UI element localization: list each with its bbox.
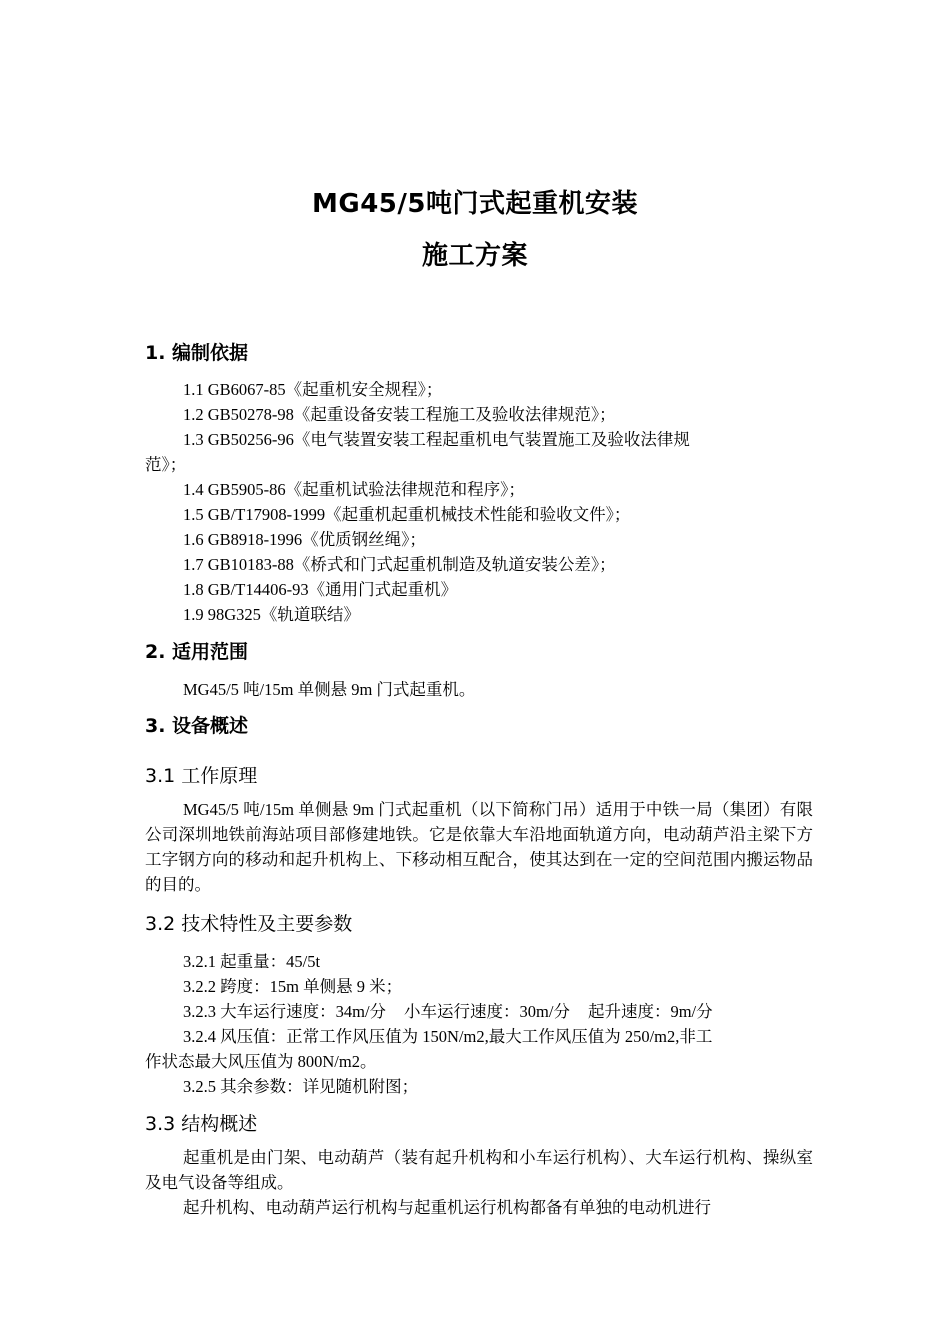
section-heading-overview: 3. 设备概述	[145, 715, 249, 737]
list-item-continuation: 范》；	[145, 455, 187, 474]
list-item: 1.4 GB5905-86《起重机试验法律规范和程序》；	[183, 480, 525, 499]
crane-speed: 3.2.3 大车运行速度：34m/分	[183, 1002, 387, 1021]
section-heading-scope: 2. 适用范围	[145, 641, 249, 663]
structure-paragraph: 起升机构、电动葫芦运行机构与起重机运行机构都备有单独的电动机进行	[183, 1198, 711, 1217]
structure-paragraph: 起重机是由门架、电动葫芦（装有起升机构和小车运行机构）、大车运行机构、操纵室及电气设备等组成。	[145, 1148, 813, 1192]
list-item: 1.2 GB50278-98《起重设备安装工程施工及验收法律规范》；	[183, 405, 616, 424]
parameter-item-speeds	[183, 998, 713, 1022]
parameter-item: 3.2.2 跨度：15m 单侧悬 9 米；	[183, 977, 403, 996]
list-item: 1.6 GB8918-1996《优质钢丝绳》；	[183, 530, 426, 549]
document-title-line2: 施工方案	[421, 241, 528, 271]
principle-paragraph: MG45/5 吨/15m 单侧悬 9m 门式起重机（以下简称门吊）适用于中铁一局（集团）有限公司深圳地铁前海站项目部修建地铁。它是依靠大车沿地面轨道方向，电动葫芦沿主梁下方工字钢方向的移动和起升机构上、下移动相互配合，使其达到在一定的空间范围内搬运物品的目的。	[145, 800, 813, 894]
list-item: 1.8 GB/T14406-93《通用门式起重机》	[183, 580, 458, 599]
parameter-item: 3.2.1 起重量：45/5t	[183, 952, 321, 971]
subsection-heading-structure: 3.3 结构概述	[145, 1113, 258, 1135]
section-heading-basis: 1. 编制依据	[145, 342, 249, 364]
hoist-speed: 起升速度：9m/分	[587, 1002, 713, 1021]
document-title-line1: MG45/5吨门式起重机安装	[312, 189, 638, 219]
list-item: 1.1 GB6067-85《起重机安全规程》；	[183, 380, 443, 399]
list-item: 1.5 GB/T17908-1999《起重机起重机械技术性能和验收文件》；	[183, 505, 631, 524]
list-item: 1.7 GB10183-88《桥式和门式起重机制造及轨道安装公差》；	[183, 555, 616, 574]
parameter-item: 3.2.5 其余参数：详见随机附图；	[183, 1077, 419, 1096]
parameter-item: 3.2.4 风压值：正常工作风压值为 150N/m2,最大工作风压值为 250/m2,非工	[183, 1027, 713, 1046]
parameter-item-continuation: 作状态最大风压值为 800N/m2。	[145, 1052, 377, 1071]
scope-text: MG45/5 吨/15m 单侧悬 9m 门式起重机。	[183, 680, 476, 699]
list-item: 1.3 GB50256-96《电气装置安装工程起重机电气装置施工及验收法律规	[183, 430, 690, 449]
list-item: 1.9 98G325《轨道联结》	[183, 605, 360, 624]
trolley-speed: 小车运行速度：30m/分	[404, 1002, 570, 1021]
subsection-heading-parameters: 3.2 技术特性及主要参数	[145, 913, 353, 935]
subsection-heading-principle: 3.1 工作原理	[145, 765, 258, 787]
